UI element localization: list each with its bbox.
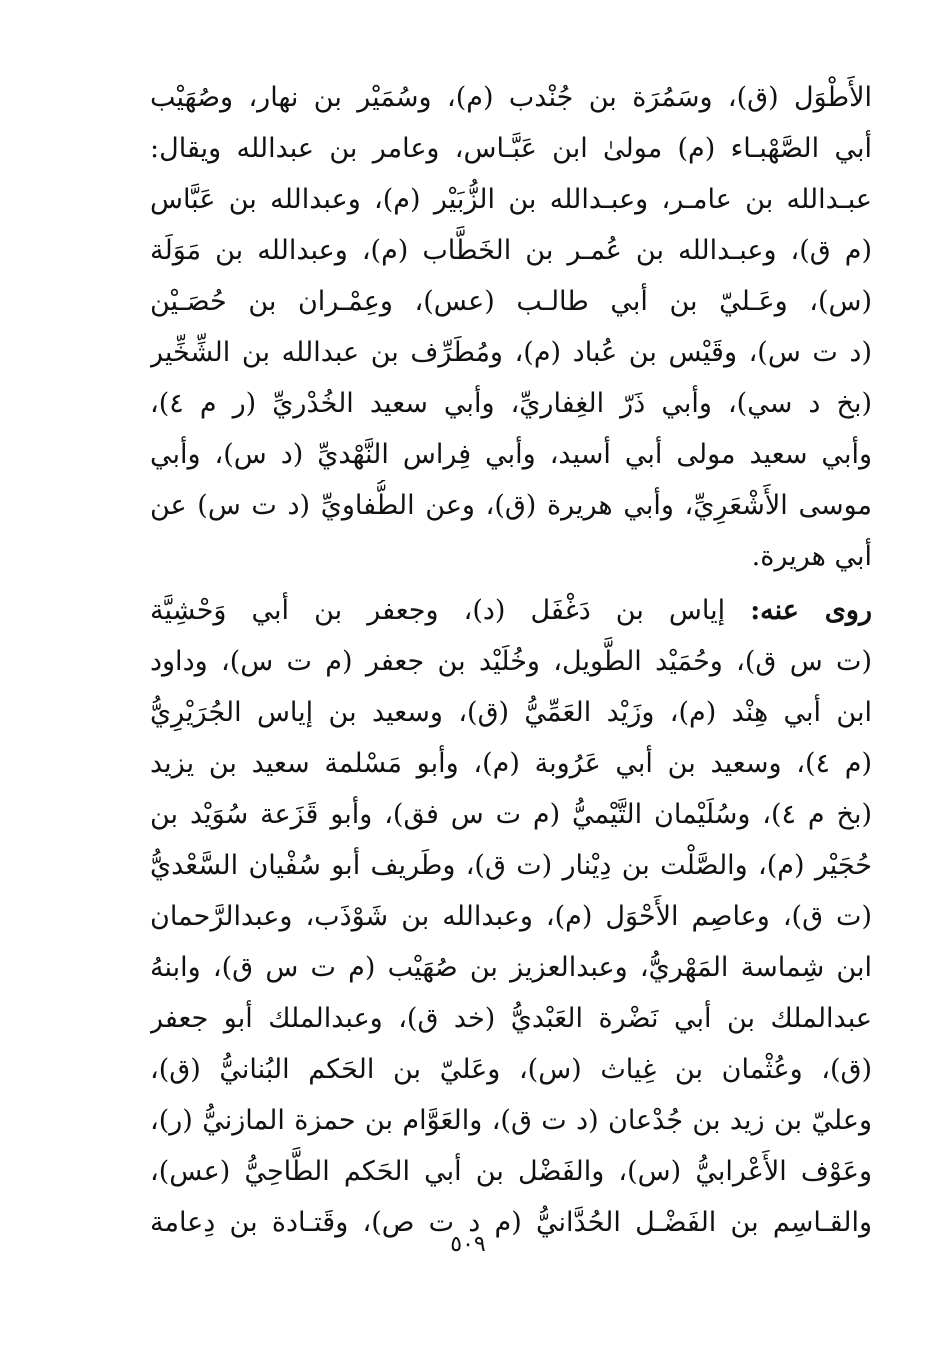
page-number: ٥٠٩ <box>450 1232 486 1257</box>
text-line: حُجَيْر (م)، والصَّلْت بن دِيْنار (ت ق)، وطَريف أبو سُفْيان السَّعْديُّ <box>150 850 872 881</box>
text-line: وعليّ بن زيد بن جُدْعان (د ت ق)، والعَوَّام بن حمزة المازنيُّ (ر)، <box>150 1105 872 1136</box>
text-line: (بخ م ٤)، وسُلَيْمان التَّيْميُّ (م ت س فق)، وأبو قَزَعة سُوَيْد بن <box>150 799 872 830</box>
text-line: (س)، وعَـليّ بن أبي طالـب (عس)، وعِمْـران بن حُصَـيْن <box>150 286 872 317</box>
text-line: أبي هريرة. <box>751 541 872 572</box>
text-line: (بخ د سي)، وأبي ذَرّ الغِفاريِّ، وأبي سعيد الخُدْريِّ (ر م ٤)، <box>150 388 872 419</box>
text-line-rest: إياس بن دَغْفَل (د)، وجعفر بن أبي وَحْشِيَّة <box>150 595 751 626</box>
text-line: ابن أبي هِنْد (م)، وزَيْد العَمِّيُّ (ق)، وسعيد بن إياس الجُرَيْرِيُّ <box>150 697 872 728</box>
text-line: عبـدالله بن عامـر، وعبـدالله بن الزُّبَيْر (م)، وعبدالله بن عَبَّاس <box>150 184 872 215</box>
text-line: ابن شِماسة المَهْريُّ، وعبدالعزيز بن صُهَيْب (م ت س ق)، وابنهُ <box>150 952 872 983</box>
paragraph-students <box>150 585 872 1248</box>
paragraph-teachers <box>150 72 872 582</box>
text-line: الأَطْوَل (ق)، وسَمُرَة بن جُنْدب (م)، وسُمَيْر بن نهار، وصُهَيْب <box>150 82 872 113</box>
text-line: (ق)، وعُثْمان بن غِياث (س)، وعَليّ بن الحَكم البُنانيُّ (ق)، <box>150 1054 872 1085</box>
text-line: أبي الصَّهْبـاء (م) مولىٰ ابن عَبَّـاس، وعامر بن عبدالله ويقال: <box>150 133 872 164</box>
section-lead: روى عنه: <box>750 595 872 626</box>
text-line: وأبي سعيد مولى أبي أسيد، وأبي فِراس النَّهْديِّ (د س)، وأبي <box>150 439 872 470</box>
text-line: موسى الأَشْعَرِيِّ، وأبي هريرة (ق)، وعن الطُّفاويِّ (د ت س) عن <box>150 490 872 521</box>
text-line: (ت س ق)، وحُمَيْد الطَّويل، وخُلَيْد بن جعفر (م ت س)، وداود <box>150 646 872 677</box>
text-line-first <box>150 585 872 636</box>
text-line: عبدالملك بن أبي نَضْرة العَبْديُّ (خد ق)، وعبدالملك أبو جعفر <box>150 1003 872 1034</box>
text-line: (ت ق)، وعاصِم الأَحْوَل (م)، وعبدالله بن شَوْذَب، وعبدالرَّحمان <box>150 901 872 932</box>
text-line: (م ق)، وعبـدالله بن عُمـر بن الخَطَّاب (م)، وعبدالله بن مَوَلَة <box>150 235 872 266</box>
text-line: والقـاسِم بن الفَضْـل الحُدَّانيُّ (م د ت ص)، وقَتـادة بن دِعامة <box>150 1207 872 1238</box>
text-line: (د ت س)، وقَيْس بن عُباد (م)، ومُطَرِّف بن عبدالله بن الشِّخِّير <box>150 337 872 368</box>
text-line: (م ٤)، وسعيد بن أبي عَرُوبة (م)، وأبو مَسْلمة سعيد بن يزيد <box>150 748 872 779</box>
text-line: وعَوْف الأَعْرابيُّ (س)، والفَضْل بن أبي الحَكم الطَّاحِيُّ (عس)، <box>150 1156 872 1187</box>
